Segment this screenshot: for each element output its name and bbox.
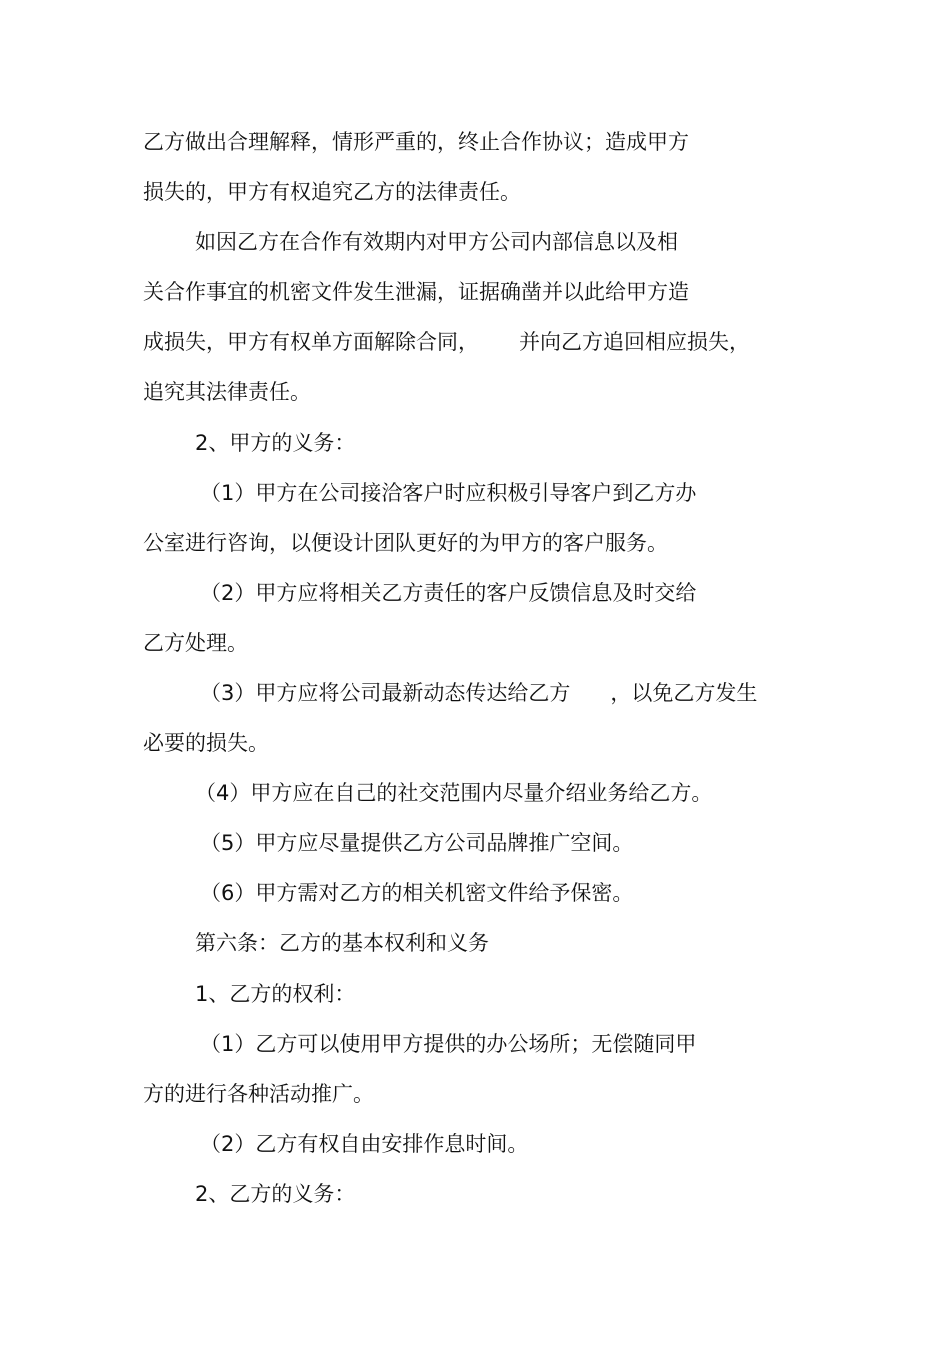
text-line: （1）乙方可以使用甲方提供的办公场所；无偿随同甲 xyxy=(200,1032,697,1056)
section-heading: 1、乙方的权利： xyxy=(195,982,356,1006)
section-heading: 2、乙方的义务： xyxy=(195,1182,356,1206)
text-line: （6）甲方需对乙方的相关机密文件给予保密。 xyxy=(200,881,634,905)
text-line: 如因乙方在合作有效期内对甲方公司内部信息以及相 xyxy=(195,230,678,254)
text-line: （3）甲方应将公司最新动态传达给乙方 ，以免乙方发生 xyxy=(200,681,758,705)
text-line: 追究其法律责任。 xyxy=(143,380,311,404)
text-line: 关合作事宜的机密文件发生泄漏，证据确凿并以此给甲方造 xyxy=(143,280,689,304)
text-line: （5）甲方应尽量提供乙方公司品牌推广空间。 xyxy=(200,831,634,855)
text-line: （2）甲方应将相关乙方责任的客户反馈信息及时交给 xyxy=(200,581,697,605)
text-line: （2）乙方有权自由安排作息时间。 xyxy=(200,1132,529,1156)
text-line: （4）甲方应在自己的社交范围内尽量介绍业务给乙方。 xyxy=(195,781,713,805)
text-line: 成损失，甲方有权单方面解除合同， 并向乙方追回相应损失， xyxy=(143,330,751,354)
text-line: 公室进行咨询，以便设计团队更好的为甲方的客户服务。 xyxy=(143,531,668,555)
text-line: 必要的损失。 xyxy=(143,731,269,755)
text-line: 损失的，甲方有权追究乙方的法律责任。 xyxy=(143,180,521,204)
text-line: 方的进行各种活动推广。 xyxy=(143,1082,374,1106)
text-line: （1）甲方在公司接洽客户时应积极引导客户到乙方办 xyxy=(200,481,697,505)
text-line: 乙方做出合理解释，情形严重的，终止合作协议；造成甲方 xyxy=(143,130,689,154)
section-heading: 2、甲方的义务： xyxy=(195,431,356,455)
article-heading: 第六条：乙方的基本权利和义务 xyxy=(195,931,489,955)
text-line: 乙方处理。 xyxy=(143,631,248,655)
